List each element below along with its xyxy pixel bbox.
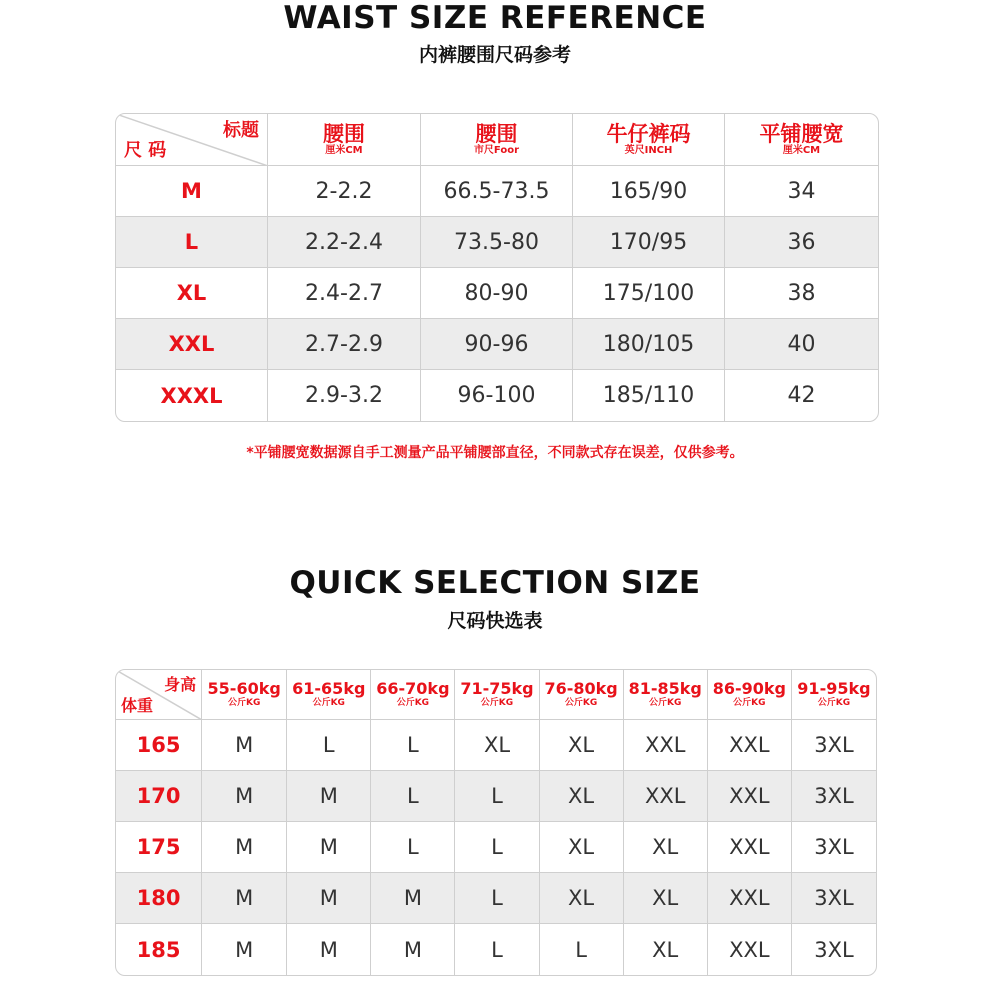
- table-cell: 38: [725, 268, 878, 319]
- table-cell: XXL: [708, 873, 792, 924]
- table-cell: XXL: [708, 720, 792, 771]
- table-cell: XXL: [708, 771, 792, 822]
- table-cell: XL: [455, 720, 539, 771]
- table-cell: M: [371, 924, 455, 975]
- table-cell: L: [371, 771, 455, 822]
- waist-title-en: WAIST SIZE REFERENCE: [283, 0, 707, 36]
- height-label: 165: [116, 720, 202, 771]
- table-cell: XL: [624, 822, 708, 873]
- header-main: 76-80kg: [544, 679, 618, 698]
- table-cell: 170/95: [573, 217, 725, 268]
- header-sub: 英尺INCH: [624, 144, 673, 156]
- height-label: 180: [116, 873, 202, 924]
- waist-title-cn: 内裤腰围尺码参考: [418, 44, 571, 66]
- table-cell: 2.7-2.9: [268, 319, 421, 370]
- table-cell: 3XL: [792, 873, 876, 924]
- table-cell: M: [287, 822, 371, 873]
- table-cell: M: [287, 924, 371, 975]
- table-cell: 90-96: [421, 319, 573, 370]
- table-row: [116, 166, 878, 217]
- header-main: 61-65kg: [292, 679, 366, 698]
- table-cell: XL: [540, 720, 624, 771]
- table-cell: 80-90: [421, 268, 573, 319]
- table-cell: XL: [624, 924, 708, 975]
- table-cell: 3XL: [792, 720, 876, 771]
- waist-corner-top: 标题: [223, 120, 259, 141]
- table-cell: 42: [787, 383, 816, 408]
- quick-header-cell: [540, 670, 624, 720]
- header-main: 牛仔裤码: [606, 121, 691, 146]
- table-cell: M: [202, 771, 287, 822]
- quick-header-cell: [792, 670, 876, 720]
- table-cell: 2.9-3.2: [268, 370, 421, 421]
- table-cell: 3XL: [792, 771, 876, 822]
- table-cell: M: [202, 924, 287, 975]
- table-cell: XXL: [624, 771, 708, 822]
- header-main: 平铺腰宽: [759, 121, 844, 146]
- table-cell: 3XL: [792, 822, 876, 873]
- table-row: [116, 924, 876, 975]
- waist-size-table: [115, 113, 879, 422]
- table-cell: XXL: [624, 720, 708, 771]
- table-row: [116, 217, 878, 268]
- table-cell: M: [202, 873, 287, 924]
- table-cell: L: [455, 771, 539, 822]
- table-row: [116, 319, 878, 370]
- table-cell: 185/110: [573, 370, 725, 421]
- table-cell: L: [540, 924, 624, 975]
- table-cell: L: [287, 720, 371, 771]
- quick-header-cell: [371, 670, 455, 720]
- size-label: L: [116, 217, 268, 268]
- table-cell: 73.5-80: [421, 217, 573, 268]
- waist-corner-bottom: 尺 码: [124, 140, 167, 161]
- table-cell: M: [202, 822, 287, 873]
- table-cell: 180/105: [573, 319, 725, 370]
- header-sub: 公斤KG: [480, 698, 514, 708]
- table-cell: 165/90: [573, 166, 725, 217]
- table-cell: 34: [725, 166, 878, 217]
- table-cell: XL: [540, 822, 624, 873]
- table-row: [116, 873, 876, 924]
- height-label: 185: [116, 924, 202, 975]
- table-cell: XL: [540, 771, 624, 822]
- quick-header-cell: [202, 670, 287, 720]
- waist-header-row: [116, 114, 878, 166]
- header-sub: 公斤KG: [396, 698, 430, 708]
- header-main: 86-90kg: [712, 679, 786, 698]
- table-cell: 2-2.2: [268, 166, 421, 217]
- table-row: [116, 822, 876, 873]
- table-cell: M: [287, 771, 371, 822]
- table-row: [116, 771, 876, 822]
- table-row: [116, 370, 878, 421]
- table-cell: L: [455, 822, 539, 873]
- table-cell: 2.4-2.7: [268, 268, 421, 319]
- table-cell: 2.2-2.4: [268, 217, 421, 268]
- table-cell: 36: [725, 217, 878, 268]
- waist-header-cell: [421, 114, 573, 166]
- table-cell: XXL: [708, 924, 792, 975]
- table-cell: 40: [725, 319, 878, 370]
- table-cell: L: [371, 822, 455, 873]
- table-cell: XL: [624, 873, 708, 924]
- table-cell: 3XL: [814, 937, 854, 962]
- table-cell: M: [202, 720, 287, 771]
- quick-corner-bottom: 体重: [121, 696, 154, 715]
- height-label: 170: [116, 771, 202, 822]
- quick-header-cell: [708, 670, 792, 720]
- header-sub: 公斤KG: [312, 698, 345, 708]
- height-label: 175: [116, 822, 202, 873]
- quick-selection-table: [115, 669, 877, 976]
- table-cell: L: [455, 924, 539, 975]
- table-row: [116, 720, 876, 771]
- header-sub: 公斤KG: [564, 698, 598, 708]
- table-cell: XL: [540, 873, 624, 924]
- table-row: [116, 268, 878, 319]
- table-cell: M: [371, 873, 455, 924]
- size-label: M: [116, 166, 268, 217]
- header-main: 91-95kg: [797, 679, 871, 698]
- table-cell: 96-100: [421, 370, 573, 421]
- header-sub: 公斤KG: [649, 698, 682, 708]
- size-label: XXL: [116, 319, 268, 370]
- quick-title-en: QUICK SELECTION SIZE: [289, 565, 701, 601]
- quick-header-row: [116, 670, 876, 720]
- header-main: 66-70kg: [376, 679, 450, 698]
- quick-title-cn: 尺码快选表: [447, 610, 543, 632]
- header-main: 71-75kg: [460, 679, 534, 698]
- waist-note: *平铺腰宽数据源自手工测量产品平铺腰部直径，不同款式存在误差，仅供参考。: [246, 445, 744, 461]
- table-cell: XXL: [708, 822, 792, 873]
- header-sub: 厘米CM: [325, 144, 363, 156]
- quick-header-cell: [287, 670, 371, 720]
- header-sub: 厘米CM: [782, 144, 821, 156]
- header-main: 55-60kg: [207, 679, 281, 698]
- table-cell: 175/100: [573, 268, 725, 319]
- header-sub: 公斤KG: [733, 698, 766, 708]
- waist-corner-cell: [116, 114, 268, 166]
- header-main: 81-85kg: [628, 679, 702, 698]
- quick-header-cell: [624, 670, 708, 720]
- header-main: 腰围: [475, 121, 518, 146]
- table-cell: L: [371, 720, 455, 771]
- size-label: XL: [116, 268, 268, 319]
- header-main: 腰围: [323, 121, 365, 146]
- table-cell: M: [287, 873, 371, 924]
- header-sub: 公斤KG: [227, 698, 261, 708]
- header-sub: 市尺Foor: [473, 144, 520, 156]
- waist-header-cell: [573, 114, 725, 166]
- waist-header-cell: [725, 114, 878, 166]
- table-cell: 66.5-73.5: [421, 166, 573, 217]
- quick-corner-cell: [116, 670, 202, 720]
- table-cell: L: [455, 873, 539, 924]
- waist-header-cell: [268, 114, 421, 166]
- quick-corner-top: 身高: [164, 675, 197, 694]
- quick-header-cell: [455, 670, 539, 720]
- size-label: XXXL: [116, 370, 268, 421]
- header-sub: 公斤KG: [817, 698, 851, 708]
